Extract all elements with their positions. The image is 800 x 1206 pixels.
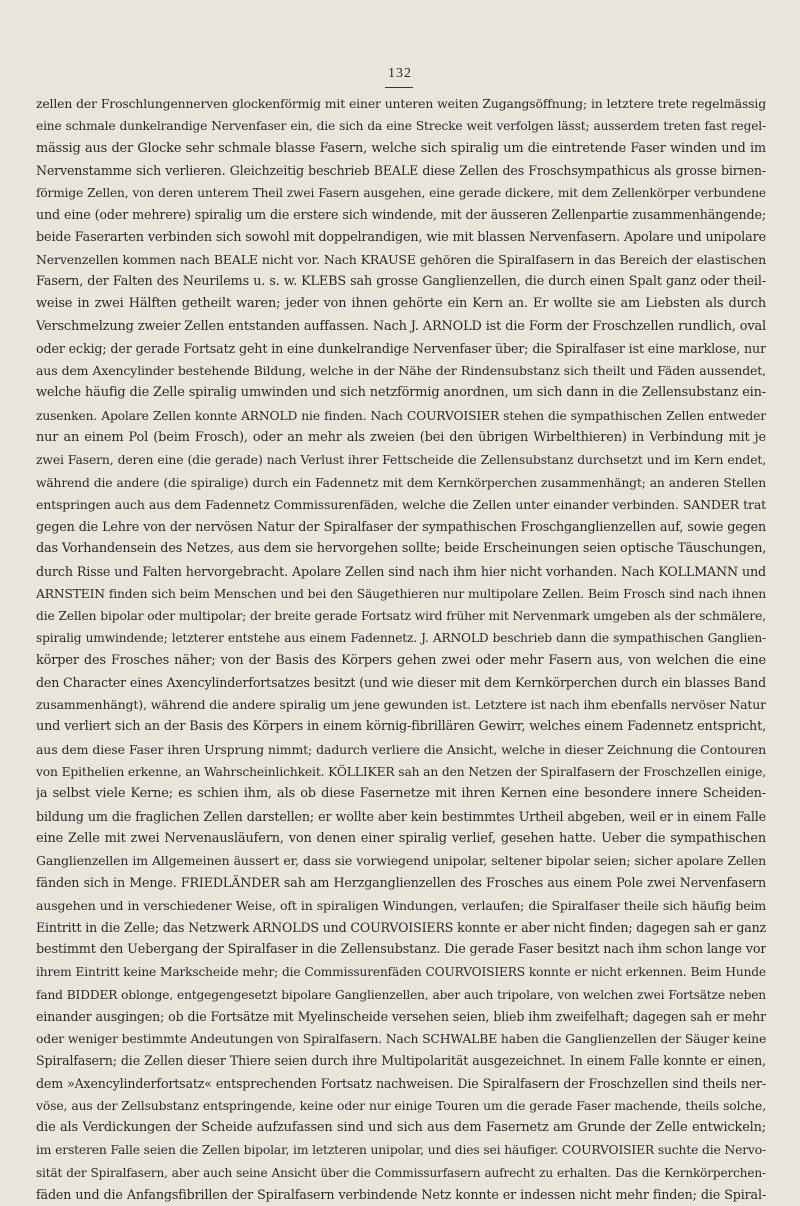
text-line: nur an einem Pol (beim Frosch), oder an mehr als zweien (bei den übrigen Wirbelthieren) in Verbindung mit je [36,429,766,445]
page-number: 132 [388,66,412,81]
text-line: entspringen auch aus dem Fadennetz Commissurenfäden, welche die Zellen unter einander verbinden. SANDER trat [36,496,766,512]
text-line: zellen der Froschlungennerven glockenförmig mit einer unteren weiten Zugangsöffnung; in letztere trete regelmässig [36,96,766,111]
text-line: Nervenstamme sich verlieren. Gleichzeitig beschrieb BEALE diese Zellen des Froschsympathicus als grosse birnen- [36,162,766,178]
text-line: aus dem diese Faser ihren Ursprung nimmt; dadurch verliere die Ansicht, welche in dieser Zeichnung die Contouren [36,741,766,757]
body-text [36,93,766,1206]
text-line: Spiralfasern; die Zellen dieser Thiere seien durch ihre Multipolarität ausgezeichnet. In einem Falle konnte er einen, [36,1053,766,1069]
text-line: im ersteren Falle seien die Zellen bipolar, im letzteren unipolar, und dies sei häufiger. COURVOISIER suchte die Nervo- [36,1143,766,1158]
text-line: fand BIDDER oblonge, entgegengesetzt bipolare Ganglienzellen, aber auch tripolare, von welchen zwei Fortsätze neben [36,987,766,1002]
text-line: zusenken. Apolare Zellen konnte ARNOLD nie finden. Nach COURVOISIER stehen die sympathischen Zellen entweder [36,408,766,423]
text-line: sität der Spiralfasern, aber auch seine Ansicht über die Commissurfasern aufrecht zu erhalten. Das die Kernkörperchen- [36,1165,766,1180]
text-line: fänden sich in Menge. FRIEDLÄNDER sah am Herzganglienzellen des Frosches aus einem Pole zwei Nervenfasern [36,875,766,891]
text-line: bestimmt den Uebergang der Spiralfaser in die Zellensubstanz. Die gerade Faser besitzt nach ihm schon lange vor [36,942,766,958]
text-line: fäden und die Anfangsfibrillen der Spiralfasern verbindende Netz konnte er indessen nicht mehr finden; die Spiral- [36,1187,766,1203]
text-line: die Zellen bipolar oder multipolar; der breite gerade Fortsatz wird früher mit Nervenmark umgeben als der schmälere, [36,609,766,624]
text-line: zusammenhängt), während die andere spiralig um jene gewunden ist. Letztere ist nach ihm ebenfalls nervöser Natur [36,697,766,713]
text-line: durch Risse und Falten hervorgebracht. Apolare Zellen sind nach ihm hier nicht vorhanden. Nach KOLLMANN und [36,563,766,579]
text-line: ja selbst viele Kerne; es schien ihm, als ob diese Fasernetze mit ihren Kernen eine besondere innere Scheiden- [36,786,766,802]
text-line: förmige Zellen, von deren unterem Theil zwei Fasern ausgehen, eine gerade dickere, mit dem Zellenkörper verbundene [36,186,766,201]
text-line: aus dem Axencylinder bestehende Bildung, welche in der Nähe der Rindensubstanz sich theilt und Fäden aussendet, [36,363,766,379]
text-line: dem »Axencylinderfortsatz« entsprechenden Fortsatz nachweisen. Die Spiralfasern der Froschzellen sind theils ner- [36,1075,766,1091]
text-line: spiralig umwindende; letzterer entstehe aus einem Fadennetz. J. ARNOLD beschrieb dann die sympathischen Ganglien- [36,631,766,646]
text-line: oder eckig; der gerade Fortsatz geht in eine dunkelrandige Nervenfaser über; die Spiralfaser ist eine marklose, nur [36,340,766,356]
text-line: körper des Frosches näher; von der Basis des Körpers gehen zwei oder mehr Fasern aus, von welchen die eine [36,652,766,668]
text-line: zwei Fasern, deren eine (die gerade) nach Verlust ihrer Fettscheide die Zellensubstanz durchsetzt und im Kern endet, [36,452,766,468]
text-line: oder weniger bestimmte Andeutungen von Spiralfasern. Nach SCHWALBE haben die Ganglienzellen der Säuger keine [36,1031,766,1047]
page-number-underline [385,87,413,88]
text-line: ihrem Eintritt keine Markscheide mehr; die Commissurenfäden COURVOISIERS konnte er nicht erkennen. Beim Hunde [36,965,766,980]
text-line: während die andere (die spiralige) durch ein Fadennetz mit dem Kernkörperchen zusammenhängt; an anderen Stellen [36,475,766,490]
text-line: ARNSTEIN finden sich beim Menschen und bei den Säugethieren nur multipolare Zellen. Beim Frosch sind nach ihnen [36,586,766,601]
text-line: und verliert sich an der Basis des Körpers in einem körnig-fibrillären Gewirr, welches einem Fadennetz entspricht, [36,719,766,735]
text-line: eine Zelle mit zwei Nervenausläufern, von denen einer spiralig verlief, gesehen hatte. Ueber die sympathischen [36,830,766,846]
text-line: bildung um die fraglichen Zellen darstellen; er wollte aber kein bestimmtes Urtheil abgeben, weil er in einem Falle [36,808,766,824]
text-line: welche häufig die Zelle spiralig umwinden und sich netzförmig anordnen, um sich dann in die Zellensubstanz ein- [36,385,766,401]
text-line: beide Faserarten verbinden sich sowohl mit doppelrandigen, wie mit blassen Nervenfasern. Apolare und unipolare [36,229,766,245]
text-line: das Vorhandensein des Netzes, aus dem sie hervorgehen sollte; beide Erscheinungen seien optische Täuschungen, [36,541,766,557]
text-line: Verschmelzung zweier Zellen entstanden auffassen. Nach J. ARNOLD ist die Form der Froschzellen rundlich, oval [36,318,766,334]
text-line: ausgehen und in verschiedener Weise, oft in spiraligen Windungen, verlaufen; die Spiralfaser theile sich häufig beim [36,897,766,913]
text-line: von Epithelien erkenne, an Wahrscheinlichkeit. KÖLLIKER sah an den Netzen der Spiralfasern der Froschzellen einige, [36,764,766,779]
text-line: einander ausgingen; ob die Fortsätze mit Myelinscheide versehen seien, blieb ihm zweifelhaft; dagegen sah er mehr [36,1008,766,1024]
text-line: Ganglienzellen im Allgemeinen äussert er, dass sie vorwiegend unipolar, seltener bipolar seien; sicher apolare Zellen [36,853,766,869]
text-line: und eine (oder mehrere) spiralig um die erstere sich windende, mit der äusseren Zellenpartie zusammenhängende; [36,207,766,223]
text-line: Fasern, der Falten des Neurilems u. s. w. KLEBS sah grosse Ganglienzellen, die durch einen Spalt ganz oder theil- [36,274,766,290]
text-line: die als Verdickungen der Scheide aufzufassen sind und sich aus dem Fasernetz am Grunde der Zelle entwickeln; [36,1120,766,1136]
text-line: gegen die Lehre von der nervösen Natur der Spiralfaser der sympathischen Froschganglienzellen auf, sowie gegen [36,519,766,535]
text-line: mässig aus der Glocke sehr schmale blasse Fasern, welche sich spiralig um die eintretende Faser winden und im [36,140,766,156]
text-line: vöse, aus der Zellsubstanz entspringende, keine oder nur einige Touren um die gerade Faser machende, theils solche, [36,1097,766,1113]
text-line: eine schmale dunkelrandige Nervenfaser ein, die sich da eine Strecke weit verfolgen lässt; ausserdem treten fast regel- [36,119,766,134]
text-line: Eintritt in die Zelle; das Netzwerk ARNOLDS und COURVOISIERS konnte er aber nicht finden; dagegen sah er ganz [36,919,766,935]
text-line: den Character eines Axencylinderfortsatzes besitzt (und wie dieser mit dem Kernkörperchen durch ein blasses Band [36,674,766,690]
text-line: Nervenzellen kommen nach BEALE nicht vor. Nach KRAUSE gehören die Spiralfasern in das Bereich der elastischen [36,251,766,267]
text-line: weise in zwei Hälften getheilt waren; jeder von ihnen gehörte ein Kern an. Er wollte sie am Liebsten als durch [36,296,766,312]
